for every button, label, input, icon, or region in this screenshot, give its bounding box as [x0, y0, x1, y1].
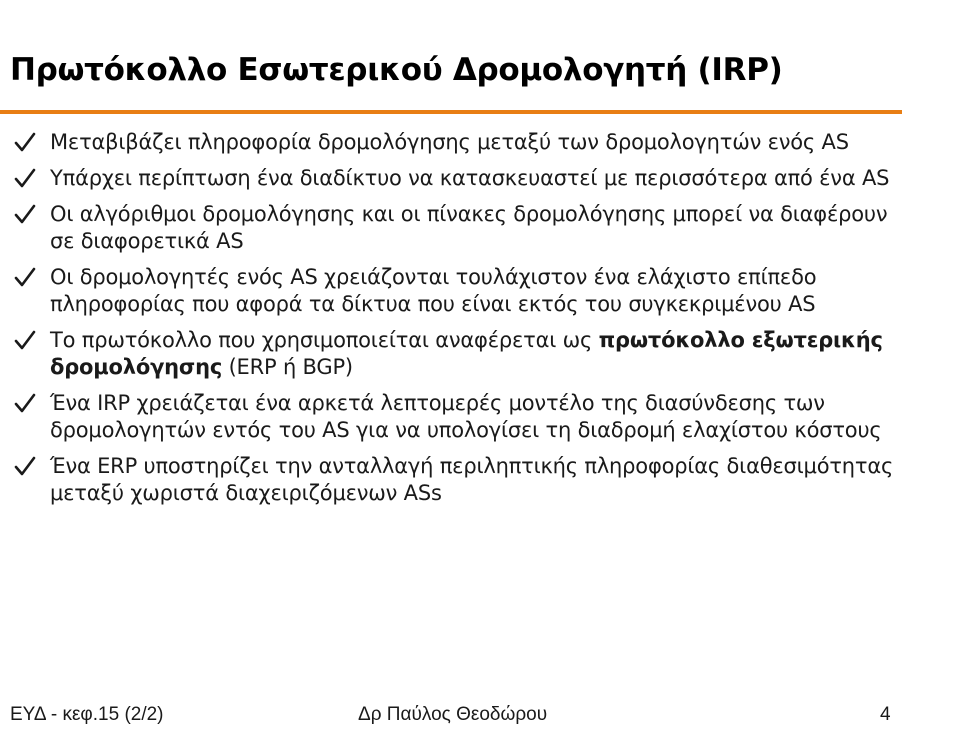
check-icon	[12, 453, 38, 479]
bullet-text-after: (ERP ή BGP)	[222, 355, 353, 379]
bullet-text: Ένα IRP χρειάζεται ένα αρκετά λεπτομερές μοντέλο της διασύνδεσης των δρομολογητών εντός του AS για να υπολογίσει τη διαδρομή ελαχίστου κόστους	[50, 391, 882, 442]
bullet-text	[50, 327, 910, 381]
footer-author: Δρ Παύλος Θεοδώρου	[358, 704, 548, 725]
check-icon	[12, 264, 38, 290]
bullet-text: Υπάρχει περίπτωση ένα διαδίκτυο να κατασκευαστεί με περισσότερα από ένα AS	[50, 166, 890, 190]
check-icon	[12, 327, 38, 353]
bullet-item	[0, 129, 910, 156]
footer-page-number: 4	[880, 704, 891, 725]
bullet-text: Οι δρομολογητές ενός AS χρειάζονται τουλάχιστον ένα ελάχιστο επίπεδο πληροφορίας που αφορά τα δίκτυα που είναι εκτός του συγκεκριμένου AS	[50, 265, 817, 316]
bullet-text: Μεταβιβάζει πληροφορία δρομολόγησης μεταξύ των δρομολογητών ενός AS	[50, 130, 849, 154]
bullet-text-bold: πρωτόκολλο εξωτερικής δρομολόγησης	[50, 328, 883, 379]
bullet-text: Οι αλγόριθμοι δρομολόγησης και οι πίνακες δρομολόγησης μπορεί να διαφέρουν σε διαφορετικά AS	[50, 202, 888, 253]
bullet-item	[0, 453, 910, 507]
slide-title: Πρωτόκολλο Εσωτερικού Δρομολογητή (IRP)	[10, 52, 783, 88]
check-icon	[12, 129, 38, 155]
bullet-list	[0, 129, 910, 516]
bullet-item	[0, 264, 910, 318]
check-icon	[12, 201, 38, 227]
bullet-text: Ένα ERP υποστηρίζει την ανταλλαγή περιληπτικής πληροφορίας διαθεσιμότητας μεταξύ χωριστά διαχειριζόμενων ASs	[50, 454, 894, 505]
footer-course: ΕΥΔ - κεφ.15 (2/2)	[10, 704, 164, 725]
check-icon	[12, 165, 38, 191]
check-icon	[12, 390, 38, 416]
title-divider	[0, 110, 902, 114]
bullet-item	[0, 165, 910, 192]
bullet-item	[0, 327, 910, 381]
bullet-item	[0, 390, 910, 444]
bullet-text-before: Το πρωτόκολλο που χρησιμοποιείται αναφέρεται ως	[50, 328, 599, 352]
bullet-item	[0, 201, 910, 255]
